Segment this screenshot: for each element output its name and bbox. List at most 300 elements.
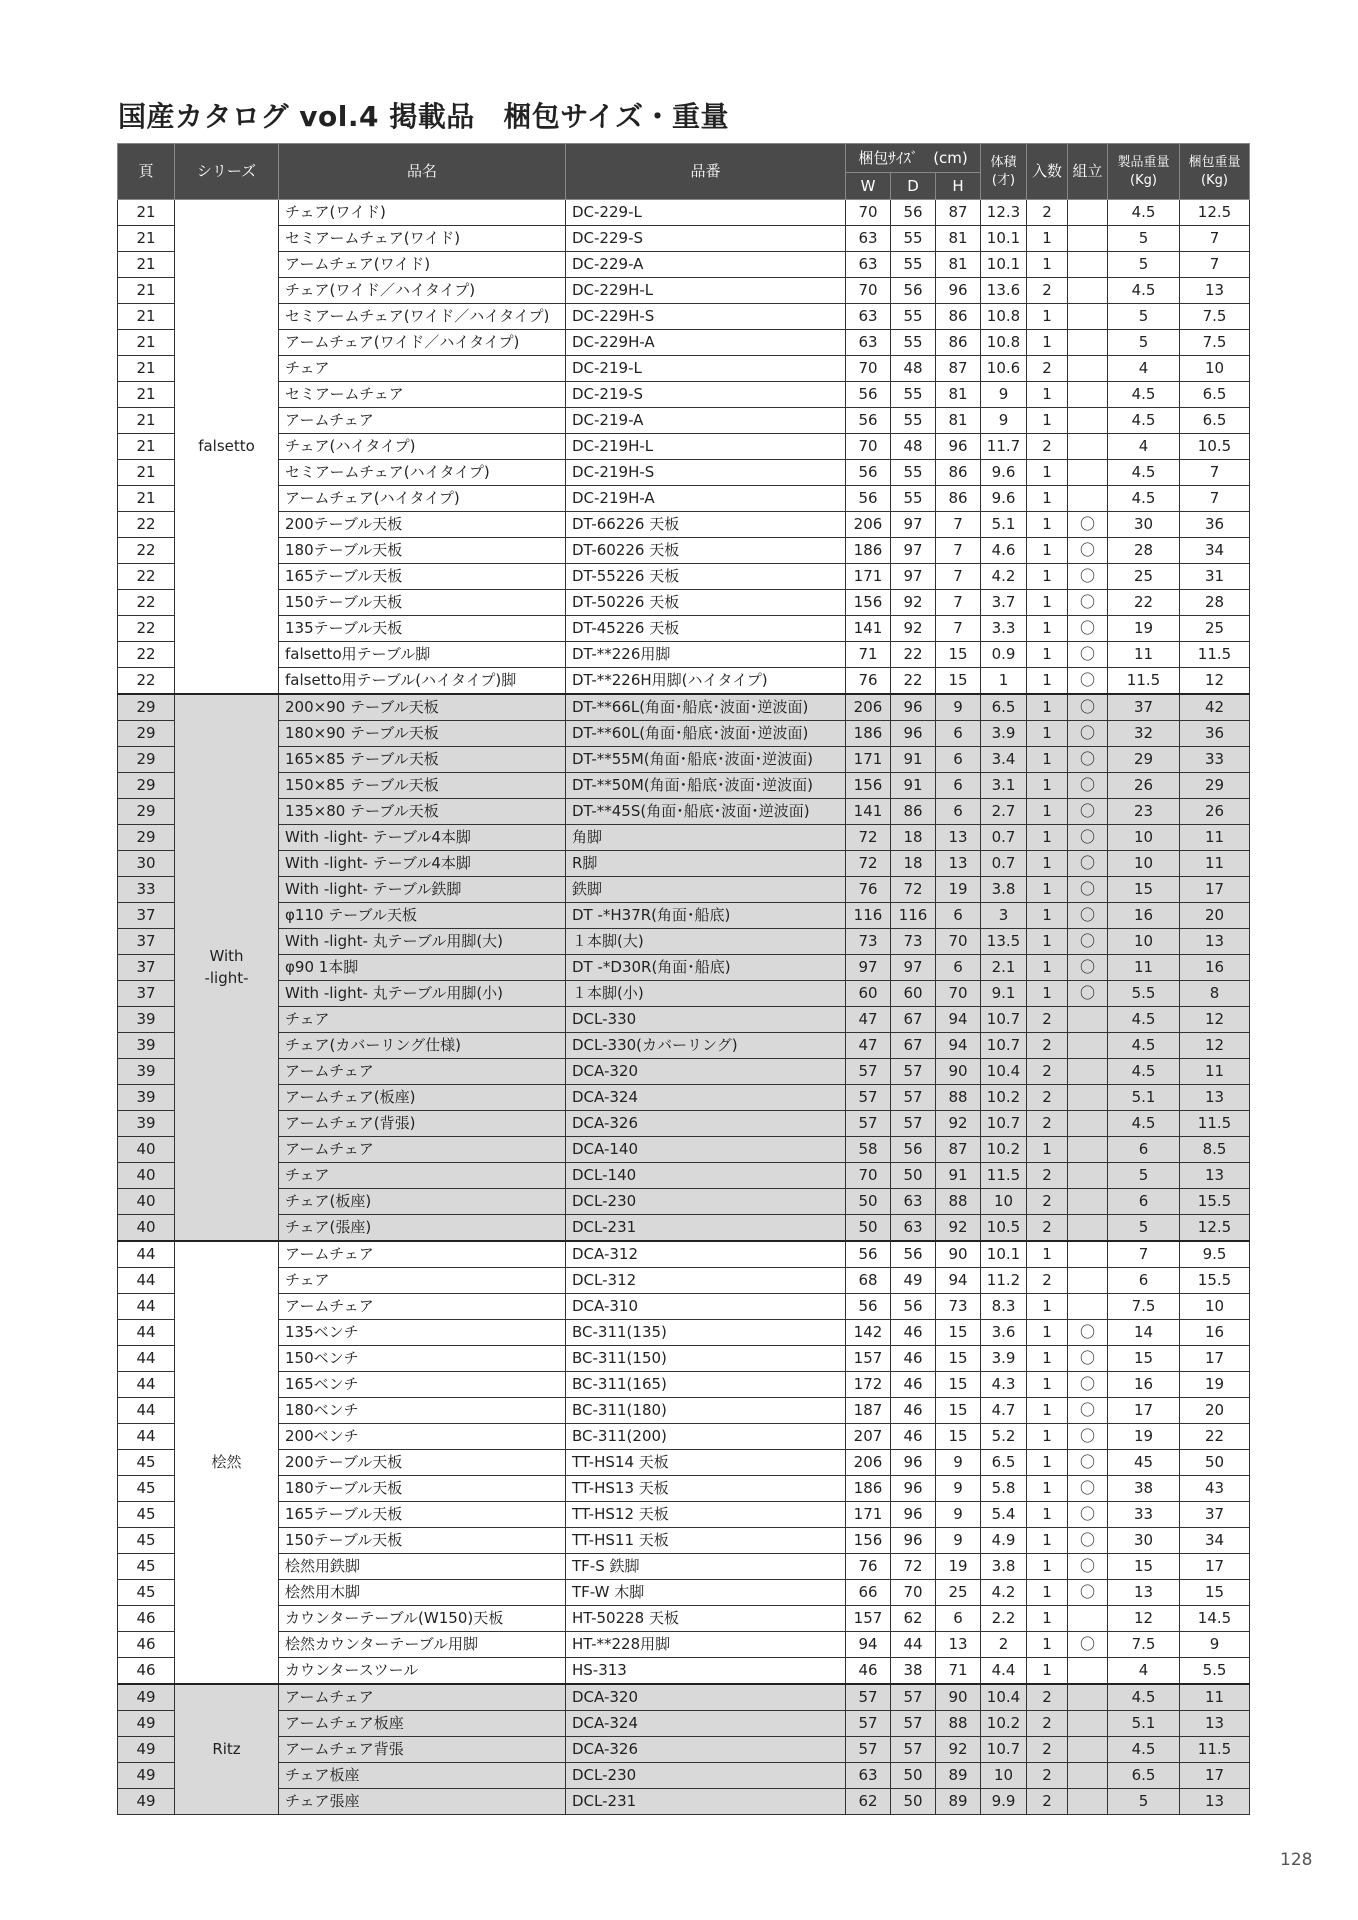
cell-d: 56 xyxy=(891,1137,936,1163)
cell-d: 50 xyxy=(891,1763,936,1789)
cell-code: DT-**226用脚 xyxy=(566,642,846,668)
cell-name: チェア(張座) xyxy=(279,1215,566,1242)
cell-pack-weight: 11 xyxy=(1180,825,1250,851)
cell-w: 171 xyxy=(846,564,891,590)
cell-page: 49 xyxy=(118,1789,175,1815)
table-row xyxy=(118,1789,1250,1815)
cell-name: With -light- 丸テーブル用脚(小) xyxy=(279,981,566,1007)
cell-pack-weight: 12 xyxy=(1180,1033,1250,1059)
cell-qty: 2 xyxy=(1027,200,1068,226)
cell-product-weight: 5.1 xyxy=(1108,1085,1180,1111)
cell-w: 156 xyxy=(846,1528,891,1554)
cell-assembly: 〇 xyxy=(1068,616,1108,642)
cell-pack-weight: 7 xyxy=(1180,252,1250,278)
cell-w: 63 xyxy=(846,252,891,278)
cell-page: 49 xyxy=(118,1737,175,1763)
cell-h: 7 xyxy=(936,512,981,538)
cell-volume: 3.1 xyxy=(981,773,1027,799)
cell-page: 45 xyxy=(118,1502,175,1528)
cell-series: falsetto xyxy=(175,200,279,695)
cell-qty: 2 xyxy=(1027,1111,1068,1137)
cell-w: 46 xyxy=(846,1658,891,1685)
cell-assembly: 〇 xyxy=(1068,1320,1108,1346)
cell-pack-weight: 36 xyxy=(1180,721,1250,747)
cell-h: 81 xyxy=(936,226,981,252)
cell-h: 6 xyxy=(936,955,981,981)
cell-w: 157 xyxy=(846,1346,891,1372)
cell-qty: 1 xyxy=(1027,1632,1068,1658)
cell-assembly: 〇 xyxy=(1068,1502,1108,1528)
cell-h: 81 xyxy=(936,382,981,408)
cell-name: 200ベンチ xyxy=(279,1424,566,1450)
cell-w: 171 xyxy=(846,1502,891,1528)
cell-assembly: 〇 xyxy=(1068,981,1108,1007)
cell-code: DC-229-A xyxy=(566,252,846,278)
cell-page: 44 xyxy=(118,1424,175,1450)
cell-d: 97 xyxy=(891,538,936,564)
cell-w: 97 xyxy=(846,955,891,981)
cell-qty: 1 xyxy=(1027,1450,1068,1476)
cell-w: 186 xyxy=(846,1476,891,1502)
cell-h: 88 xyxy=(936,1189,981,1215)
cell-h: 15 xyxy=(936,1424,981,1450)
table-body xyxy=(118,200,1250,1815)
cell-product-weight: 5 xyxy=(1108,1163,1180,1189)
cell-code: DT-66226 天板 xyxy=(566,512,846,538)
cell-d: 97 xyxy=(891,955,936,981)
cell-w: 172 xyxy=(846,1372,891,1398)
cell-d: 96 xyxy=(891,694,936,721)
cell-page: 22 xyxy=(118,538,175,564)
table-row xyxy=(118,538,1250,564)
cell-product-weight: 5 xyxy=(1108,330,1180,356)
cell-w: 141 xyxy=(846,799,891,825)
cell-w: 56 xyxy=(846,460,891,486)
table-row xyxy=(118,1137,1250,1163)
cell-name: φ90 1本脚 xyxy=(279,955,566,981)
cell-pack-weight: 6.5 xyxy=(1180,408,1250,434)
cell-product-weight: 10 xyxy=(1108,825,1180,851)
cell-code: DCL-312 xyxy=(566,1268,846,1294)
cell-name: アームチェア xyxy=(279,408,566,434)
cell-assembly xyxy=(1068,1658,1108,1685)
cell-name: 150×85 テーブル天板 xyxy=(279,773,566,799)
cell-d: 56 xyxy=(891,1294,936,1320)
table-row xyxy=(118,903,1250,929)
cell-h: 94 xyxy=(936,1268,981,1294)
cell-qty: 1 xyxy=(1027,955,1068,981)
cell-h: 15 xyxy=(936,1372,981,1398)
cell-volume: 0.9 xyxy=(981,642,1027,668)
cell-product-weight: 5 xyxy=(1108,304,1180,330)
cell-w: 73 xyxy=(846,929,891,955)
cell-name: falsetto用テーブル(ハイタイプ)脚 xyxy=(279,668,566,695)
cell-volume: 10.1 xyxy=(981,1241,1027,1268)
cell-code: １本脚(小) xyxy=(566,981,846,1007)
cell-pack-weight: 34 xyxy=(1180,1528,1250,1554)
cell-name: falsetto用テーブル脚 xyxy=(279,642,566,668)
cell-pack-weight: 13 xyxy=(1180,1163,1250,1189)
cell-qty: 1 xyxy=(1027,1241,1068,1268)
page-title: 国産カタログ vol.4 掲載品 梱包サイズ・重量 xyxy=(118,100,729,133)
cell-volume: 10 xyxy=(981,1763,1027,1789)
cell-product-weight: 15 xyxy=(1108,1346,1180,1372)
table-row xyxy=(118,1320,1250,1346)
cell-qty: 1 xyxy=(1027,773,1068,799)
cell-page: 44 xyxy=(118,1241,175,1268)
cell-code: HT-50228 天板 xyxy=(566,1606,846,1632)
cell-name: 135ベンチ xyxy=(279,1320,566,1346)
cell-assembly xyxy=(1068,1711,1108,1737)
cell-volume: 3.9 xyxy=(981,721,1027,747)
cell-pack-weight: 17 xyxy=(1180,1554,1250,1580)
cell-code: TT-HS14 天板 xyxy=(566,1450,846,1476)
cell-product-weight: 4 xyxy=(1108,356,1180,382)
cell-name: 135テーブル天板 xyxy=(279,616,566,642)
table-row xyxy=(118,1737,1250,1763)
cell-assembly xyxy=(1068,1033,1108,1059)
cell-w: 58 xyxy=(846,1137,891,1163)
cell-w: 50 xyxy=(846,1215,891,1242)
cell-w: 142 xyxy=(846,1320,891,1346)
cell-w: 57 xyxy=(846,1085,891,1111)
cell-name: 桧然カウンターテーブル用脚 xyxy=(279,1632,566,1658)
col-header-pack-weight: 梱包重量 (Kg) xyxy=(1180,144,1250,200)
cell-h: 9 xyxy=(936,1528,981,1554)
cell-qty: 1 xyxy=(1027,382,1068,408)
cell-code: DCL-230 xyxy=(566,1189,846,1215)
cell-pack-weight: 5.5 xyxy=(1180,1658,1250,1685)
cell-d: 96 xyxy=(891,1528,936,1554)
cell-h: 25 xyxy=(936,1580,981,1606)
cell-pack-weight: 15.5 xyxy=(1180,1189,1250,1215)
cell-h: 89 xyxy=(936,1763,981,1789)
cell-volume: 10.7 xyxy=(981,1111,1027,1137)
cell-page: 45 xyxy=(118,1554,175,1580)
cell-product-weight: 4.5 xyxy=(1108,1684,1180,1711)
cell-qty: 1 xyxy=(1027,590,1068,616)
cell-code: DCA-320 xyxy=(566,1059,846,1085)
cell-product-weight: 7.5 xyxy=(1108,1632,1180,1658)
table-row xyxy=(118,825,1250,851)
cell-page: 37 xyxy=(118,929,175,955)
cell-qty: 1 xyxy=(1027,1554,1068,1580)
cell-pack-weight: 17 xyxy=(1180,1763,1250,1789)
cell-assembly: 〇 xyxy=(1068,590,1108,616)
cell-pack-weight: 31 xyxy=(1180,564,1250,590)
cell-name: 150テーブル天板 xyxy=(279,590,566,616)
cell-name: 200テーブル天板 xyxy=(279,512,566,538)
col-header-d: D xyxy=(891,173,936,200)
cell-volume: 6.5 xyxy=(981,1450,1027,1476)
cell-code: DCL-330(カバーリング) xyxy=(566,1033,846,1059)
cell-product-weight: 26 xyxy=(1108,773,1180,799)
cell-code: DC-219-S xyxy=(566,382,846,408)
cell-page: 44 xyxy=(118,1320,175,1346)
cell-assembly xyxy=(1068,252,1108,278)
cell-volume: 0.7 xyxy=(981,825,1027,851)
cell-pack-weight: 36 xyxy=(1180,512,1250,538)
cell-w: 72 xyxy=(846,851,891,877)
cell-assembly: 〇 xyxy=(1068,694,1108,721)
cell-assembly xyxy=(1068,1241,1108,1268)
table-row xyxy=(118,694,1250,721)
cell-product-weight: 22 xyxy=(1108,590,1180,616)
col-header-pack-size: 梱包ｻｲｽﾞ (cm) xyxy=(846,144,981,173)
cell-d: 96 xyxy=(891,1476,936,1502)
cell-volume: 10.1 xyxy=(981,252,1027,278)
cell-assembly: 〇 xyxy=(1068,1372,1108,1398)
table-row xyxy=(118,1033,1250,1059)
cell-qty: 1 xyxy=(1027,252,1068,278)
cell-page: 39 xyxy=(118,1059,175,1085)
cell-volume: 4.7 xyxy=(981,1398,1027,1424)
cell-assembly xyxy=(1068,1268,1108,1294)
table-row xyxy=(118,356,1250,382)
cell-product-weight: 19 xyxy=(1108,616,1180,642)
cell-volume: 10.8 xyxy=(981,304,1027,330)
cell-page: 22 xyxy=(118,668,175,695)
cell-assembly xyxy=(1068,1163,1108,1189)
cell-d: 63 xyxy=(891,1189,936,1215)
cell-page: 44 xyxy=(118,1372,175,1398)
cell-d: 48 xyxy=(891,434,936,460)
cell-page: 49 xyxy=(118,1763,175,1789)
cell-page: 44 xyxy=(118,1398,175,1424)
cell-name: アームチェア(ワイド／ハイタイプ) xyxy=(279,330,566,356)
cell-qty: 1 xyxy=(1027,330,1068,356)
col-header-series: シリーズ xyxy=(175,144,279,200)
cell-page: 39 xyxy=(118,1111,175,1137)
cell-assembly xyxy=(1068,1137,1108,1163)
cell-pack-weight: 15 xyxy=(1180,1580,1250,1606)
cell-volume: 9.6 xyxy=(981,486,1027,512)
cell-volume: 2.1 xyxy=(981,955,1027,981)
col-header-w: W xyxy=(846,173,891,200)
cell-w: 56 xyxy=(846,382,891,408)
table-row xyxy=(118,486,1250,512)
cell-page: 45 xyxy=(118,1476,175,1502)
cell-h: 87 xyxy=(936,200,981,226)
cell-product-weight: 4.5 xyxy=(1108,1007,1180,1033)
table-row xyxy=(118,1372,1250,1398)
cell-page: 21 xyxy=(118,434,175,460)
table-row xyxy=(118,1632,1250,1658)
cell-d: 62 xyxy=(891,1606,936,1632)
cell-assembly xyxy=(1068,460,1108,486)
cell-volume: 5.4 xyxy=(981,1502,1027,1528)
cell-volume: 4.2 xyxy=(981,1580,1027,1606)
table-row xyxy=(118,200,1250,226)
cell-assembly: 〇 xyxy=(1068,1580,1108,1606)
cell-code: DT -*D30R(角面･船底) xyxy=(566,955,846,981)
cell-code: TT-HS12 天板 xyxy=(566,1502,846,1528)
table-row xyxy=(118,1763,1250,1789)
cell-assembly: 〇 xyxy=(1068,747,1108,773)
cell-w: 187 xyxy=(846,1398,891,1424)
table-row xyxy=(118,1398,1250,1424)
cell-assembly xyxy=(1068,382,1108,408)
cell-qty: 2 xyxy=(1027,1737,1068,1763)
cell-product-weight: 7.5 xyxy=(1108,1294,1180,1320)
cell-qty: 1 xyxy=(1027,1502,1068,1528)
cell-page: 21 xyxy=(118,330,175,356)
cell-name: 200×90 テーブル天板 xyxy=(279,694,566,721)
cell-d: 46 xyxy=(891,1398,936,1424)
cell-page: 29 xyxy=(118,721,175,747)
table-row xyxy=(118,929,1250,955)
cell-pack-weight: 11.5 xyxy=(1180,1111,1250,1137)
cell-pack-weight: 12.5 xyxy=(1180,1215,1250,1242)
table-row xyxy=(118,616,1250,642)
cell-pack-weight: 7 xyxy=(1180,486,1250,512)
cell-volume: 11.2 xyxy=(981,1268,1027,1294)
cell-name: チェア(カバーリング仕様) xyxy=(279,1033,566,1059)
cell-product-weight: 19 xyxy=(1108,1424,1180,1450)
cell-pack-weight: 13 xyxy=(1180,1711,1250,1737)
cell-qty: 2 xyxy=(1027,1059,1068,1085)
cell-pack-weight: 43 xyxy=(1180,1476,1250,1502)
table-row xyxy=(118,1346,1250,1372)
cell-volume: 10.1 xyxy=(981,226,1027,252)
cell-volume: 11.5 xyxy=(981,1163,1027,1189)
cell-d: 55 xyxy=(891,408,936,434)
cell-page: 21 xyxy=(118,304,175,330)
cell-code: DT-55226 天板 xyxy=(566,564,846,590)
cell-pack-weight: 11 xyxy=(1180,1059,1250,1085)
cell-product-weight: 7 xyxy=(1108,1241,1180,1268)
cell-assembly: 〇 xyxy=(1068,929,1108,955)
cell-volume: 6.5 xyxy=(981,694,1027,721)
cell-product-weight: 12 xyxy=(1108,1606,1180,1632)
table-row xyxy=(118,408,1250,434)
table-row xyxy=(118,851,1250,877)
cell-pack-weight: 42 xyxy=(1180,694,1250,721)
table-row xyxy=(118,1580,1250,1606)
cell-assembly: 〇 xyxy=(1068,903,1108,929)
cell-volume: 9 xyxy=(981,382,1027,408)
cell-name: 桧然用木脚 xyxy=(279,1580,566,1606)
cell-code: DCA-320 xyxy=(566,1684,846,1711)
cell-name: アームチェア xyxy=(279,1137,566,1163)
cell-d: 116 xyxy=(891,903,936,929)
cell-code: 鉄脚 xyxy=(566,877,846,903)
cell-qty: 1 xyxy=(1027,564,1068,590)
cell-series: With -light- xyxy=(175,694,279,1241)
cell-name: アームチェア(ワイド) xyxy=(279,252,566,278)
cell-h: 73 xyxy=(936,1294,981,1320)
cell-volume: 10.7 xyxy=(981,1033,1027,1059)
table-row xyxy=(118,1528,1250,1554)
cell-volume: 4.3 xyxy=(981,1372,1027,1398)
table-row xyxy=(118,1059,1250,1085)
cell-h: 6 xyxy=(936,1606,981,1632)
cell-code: DCL-230 xyxy=(566,1763,846,1789)
cell-assembly xyxy=(1068,200,1108,226)
cell-h: 6 xyxy=(936,799,981,825)
cell-pack-weight: 50 xyxy=(1180,1450,1250,1476)
cell-page: 22 xyxy=(118,642,175,668)
cell-product-weight: 4.5 xyxy=(1108,1111,1180,1137)
cell-product-weight: 38 xyxy=(1108,1476,1180,1502)
cell-pack-weight: 29 xyxy=(1180,773,1250,799)
cell-d: 38 xyxy=(891,1658,936,1685)
cell-w: 57 xyxy=(846,1111,891,1137)
cell-w: 57 xyxy=(846,1711,891,1737)
cell-product-weight: 30 xyxy=(1108,512,1180,538)
cell-pack-weight: 6.5 xyxy=(1180,382,1250,408)
cell-code: DCL-140 xyxy=(566,1163,846,1189)
cell-d: 55 xyxy=(891,252,936,278)
cell-name: チェア(ワイド) xyxy=(279,200,566,226)
cell-page: 29 xyxy=(118,694,175,721)
cell-d: 73 xyxy=(891,929,936,955)
cell-h: 15 xyxy=(936,1398,981,1424)
cell-name: チェア xyxy=(279,1163,566,1189)
cell-w: 157 xyxy=(846,1606,891,1632)
table-row xyxy=(118,642,1250,668)
cell-w: 206 xyxy=(846,1450,891,1476)
cell-name: チェア(ハイタイプ) xyxy=(279,434,566,460)
cell-h: 88 xyxy=(936,1711,981,1737)
cell-page: 22 xyxy=(118,564,175,590)
table-row xyxy=(118,460,1250,486)
cell-page: 21 xyxy=(118,252,175,278)
cell-d: 22 xyxy=(891,642,936,668)
cell-product-weight: 4.5 xyxy=(1108,1059,1180,1085)
cell-d: 63 xyxy=(891,1215,936,1242)
cell-volume: 3.8 xyxy=(981,1554,1027,1580)
cell-product-weight: 25 xyxy=(1108,564,1180,590)
col-header-product-weight: 製品重量 (Kg) xyxy=(1108,144,1180,200)
cell-w: 76 xyxy=(846,668,891,695)
cell-assembly xyxy=(1068,1085,1108,1111)
cell-qty: 1 xyxy=(1027,851,1068,877)
cell-product-weight: 4.5 xyxy=(1108,200,1180,226)
cell-name: 150テーブル天板 xyxy=(279,1528,566,1554)
cell-code: HT-**228用脚 xyxy=(566,1632,846,1658)
cell-name: アームチェア xyxy=(279,1294,566,1320)
cell-h: 91 xyxy=(936,1163,981,1189)
table-row xyxy=(118,668,1250,695)
cell-page: 21 xyxy=(118,278,175,304)
cell-h: 7 xyxy=(936,538,981,564)
cell-page: 49 xyxy=(118,1711,175,1737)
cell-code: TF-S 鉄脚 xyxy=(566,1554,846,1580)
cell-d: 70 xyxy=(891,1580,936,1606)
cell-name: With -light- テーブル4本脚 xyxy=(279,825,566,851)
cell-assembly xyxy=(1068,1111,1108,1137)
cell-product-weight: 5 xyxy=(1108,226,1180,252)
cell-w: 70 xyxy=(846,200,891,226)
cell-qty: 1 xyxy=(1027,408,1068,434)
table-row xyxy=(118,278,1250,304)
cell-volume: 9.6 xyxy=(981,460,1027,486)
cell-code: DCL-330 xyxy=(566,1007,846,1033)
cell-product-weight: 32 xyxy=(1108,721,1180,747)
cell-code: DCA-324 xyxy=(566,1085,846,1111)
cell-volume: 3.3 xyxy=(981,616,1027,642)
cell-volume: 3 xyxy=(981,903,1027,929)
cell-h: 96 xyxy=(936,278,981,304)
cell-name: 180テーブル天板 xyxy=(279,538,566,564)
cell-d: 56 xyxy=(891,278,936,304)
cell-pack-weight: 10.5 xyxy=(1180,434,1250,460)
col-header-code: 品番 xyxy=(566,144,846,200)
cell-name: 165×85 テーブル天板 xyxy=(279,747,566,773)
cell-assembly: 〇 xyxy=(1068,721,1108,747)
cell-product-weight: 4.5 xyxy=(1108,1033,1180,1059)
